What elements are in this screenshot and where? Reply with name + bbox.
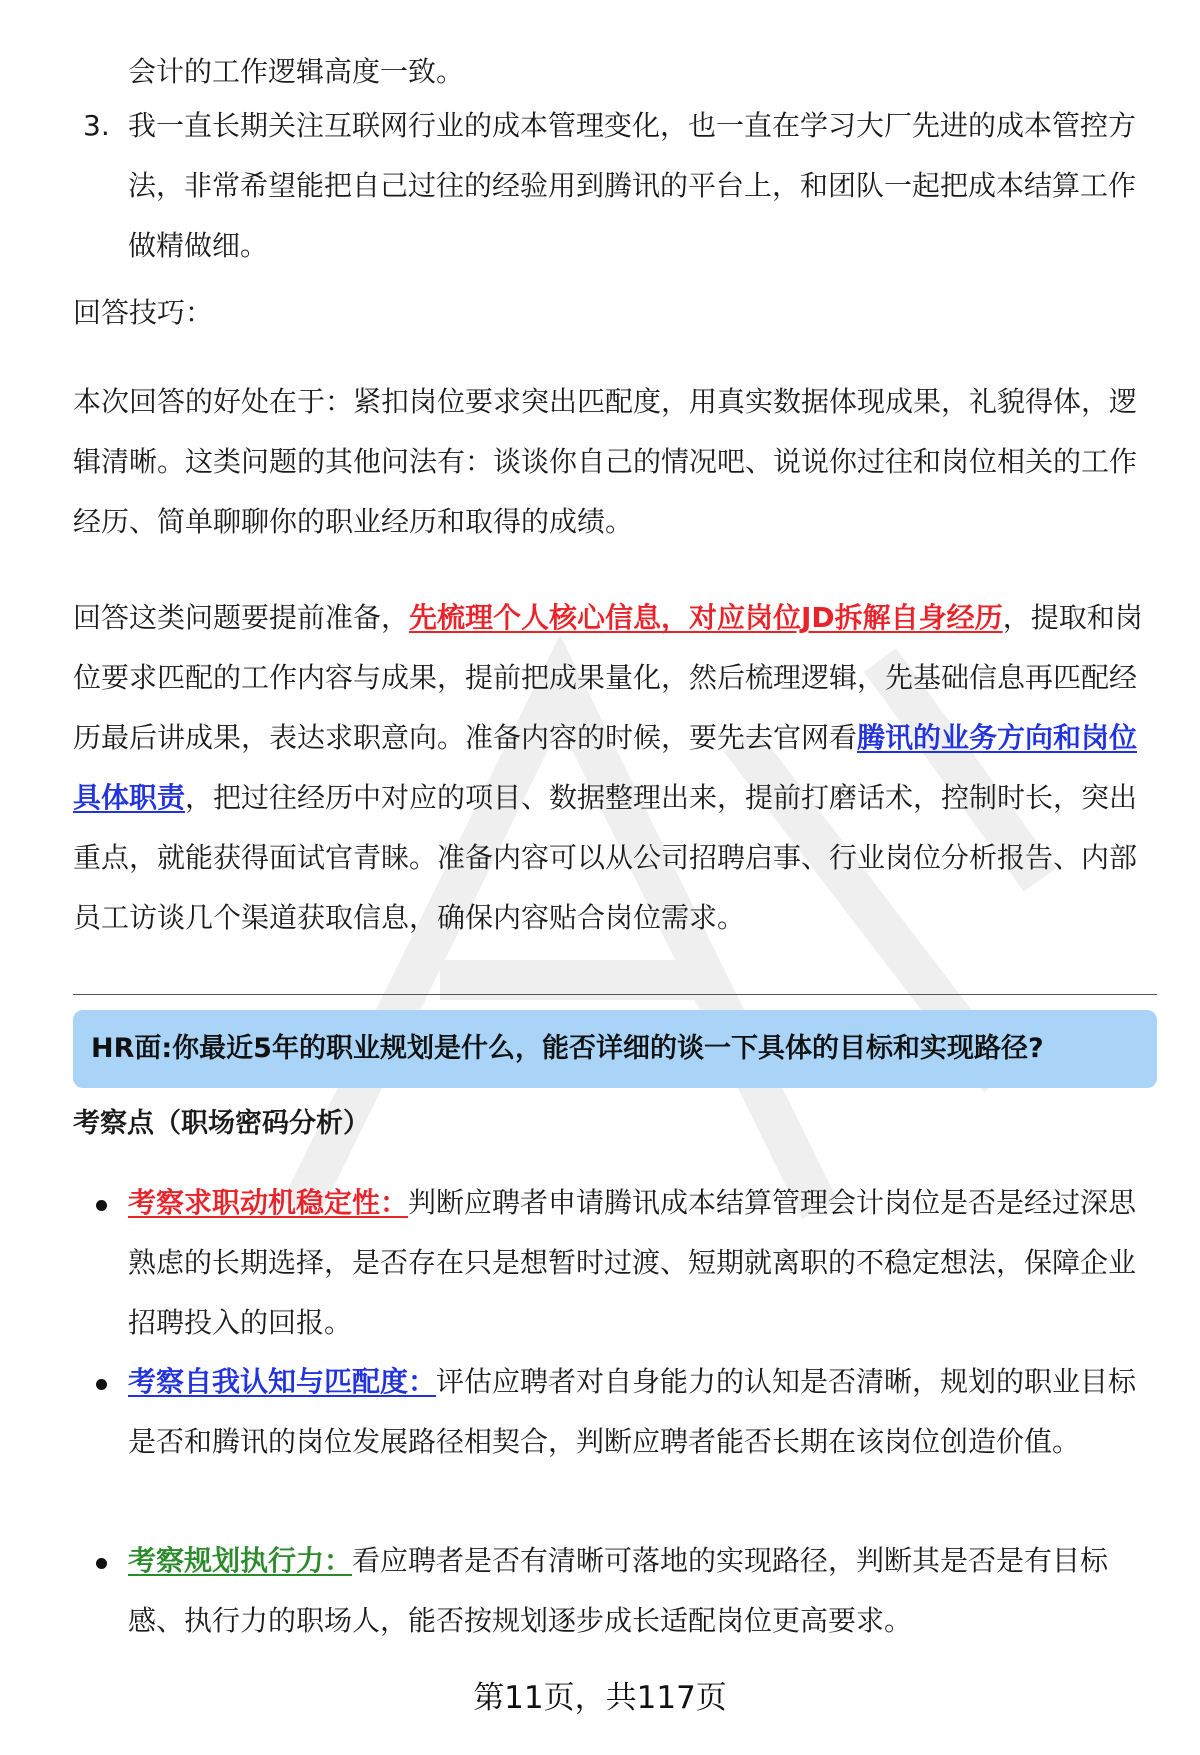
tips-paragraph-2 <box>73 588 1153 948</box>
bullet-icon <box>96 1379 107 1390</box>
analysis-item-2-title: 考察自我认知与匹配度： <box>128 1365 437 1398</box>
analysis-item-2-text: 评估应聘者对自身能力的认知是否清晰，规划的职业目标是否和腾讯的岗位发展路径相契合，判断应聘者能否长期在该岗位创造价值。 <box>128 1365 1137 1458</box>
analysis-item-3-title: 考察规划执行力： <box>128 1544 353 1577</box>
tips-para2-part-b: ，提取和岗位要求匹配的工作内容与成果，提前把成果量化，然后梳理逻辑，先基础信息再匹配经历最后讲成果，表达求职意向。准备内容的时候，要先去官网看 <box>73 601 1143 754</box>
bullet-icon <box>96 1558 107 1569</box>
tips-para2-part-c: ，把过往经历中对应的项目、数据整理出来，提前打磨话术，控制时长，突出重点，就能获得面试官青睐。准备内容可以从公司招聘启事、行业岗位分析报告、内部员工访谈几个渠道获取信息，确保内容贴合岗位需求。 <box>73 781 1138 934</box>
question-box <box>73 1010 1157 1088</box>
section-divider <box>73 994 1157 995</box>
analysis-item-3 <box>128 1531 1143 1651</box>
list-number-3: 3. <box>83 109 110 142</box>
highlight-blue-text: 腾讯的业务方向和岗位具体职责 <box>73 721 1138 814</box>
analysis-item-1-title: 考察求职动机稳定性： <box>128 1186 409 1219</box>
list-item-3-text: 我一直长期关注互联网行业的成本管理变化，也一直在学习大厂先进的成本管控方法，非常希望能把自己过往的经验用到腾讯的平台上，和团队一起把成本结算工作做精做细。 <box>128 109 1137 262</box>
page-number-footer: 第11页，共117页 <box>473 1680 727 1716</box>
analysis-heading: 考察点（职场密码分析） <box>73 1108 370 1139</box>
question-text: HR面:你最近5年的职业规划是什么，能否详细的谈一下具体的目标和实现路径? <box>91 1033 1044 1064</box>
analysis-item-2 <box>128 1352 1143 1472</box>
analysis-item-3-text: 看应聘者是否有清晰可落地的实现路径，判断其是否是有目标感、执行力的职场人，能否按规划逐步成长适配岗位更高要求。 <box>128 1544 1109 1637</box>
list-continuation-line: 会计的工作逻辑高度一致。 <box>128 55 465 88</box>
tips-para2-part-a: 回答这类问题要提前准备， <box>73 601 410 634</box>
bullet-icon <box>96 1200 107 1211</box>
highlight-red-text: 先梳理个人核心信息，对应岗位JD拆解自身经历 <box>409 601 1003 634</box>
tips-label: 回答技巧： <box>73 296 214 329</box>
analysis-item-1 <box>128 1173 1143 1353</box>
analysis-item-1-text: 判断应聘者申请腾讯成本结算管理会计岗位是否是经过深思熟虑的长期选择，是否存在只是想暂时过渡、短期就离职的不稳定想法，保障企业招聘投入的回报。 <box>128 1186 1137 1339</box>
tips-paragraph-1: 本次回答的好处在于：紧扣岗位要求突出匹配度，用真实数据体现成果，礼貌得体，逻辑清晰。这类问题的其他问法有：谈谈你自己的情况吧、说说你过往和岗位相关的工作经历、简单聊聊你的职业经历和取得的成绩。 <box>73 385 1138 538</box>
